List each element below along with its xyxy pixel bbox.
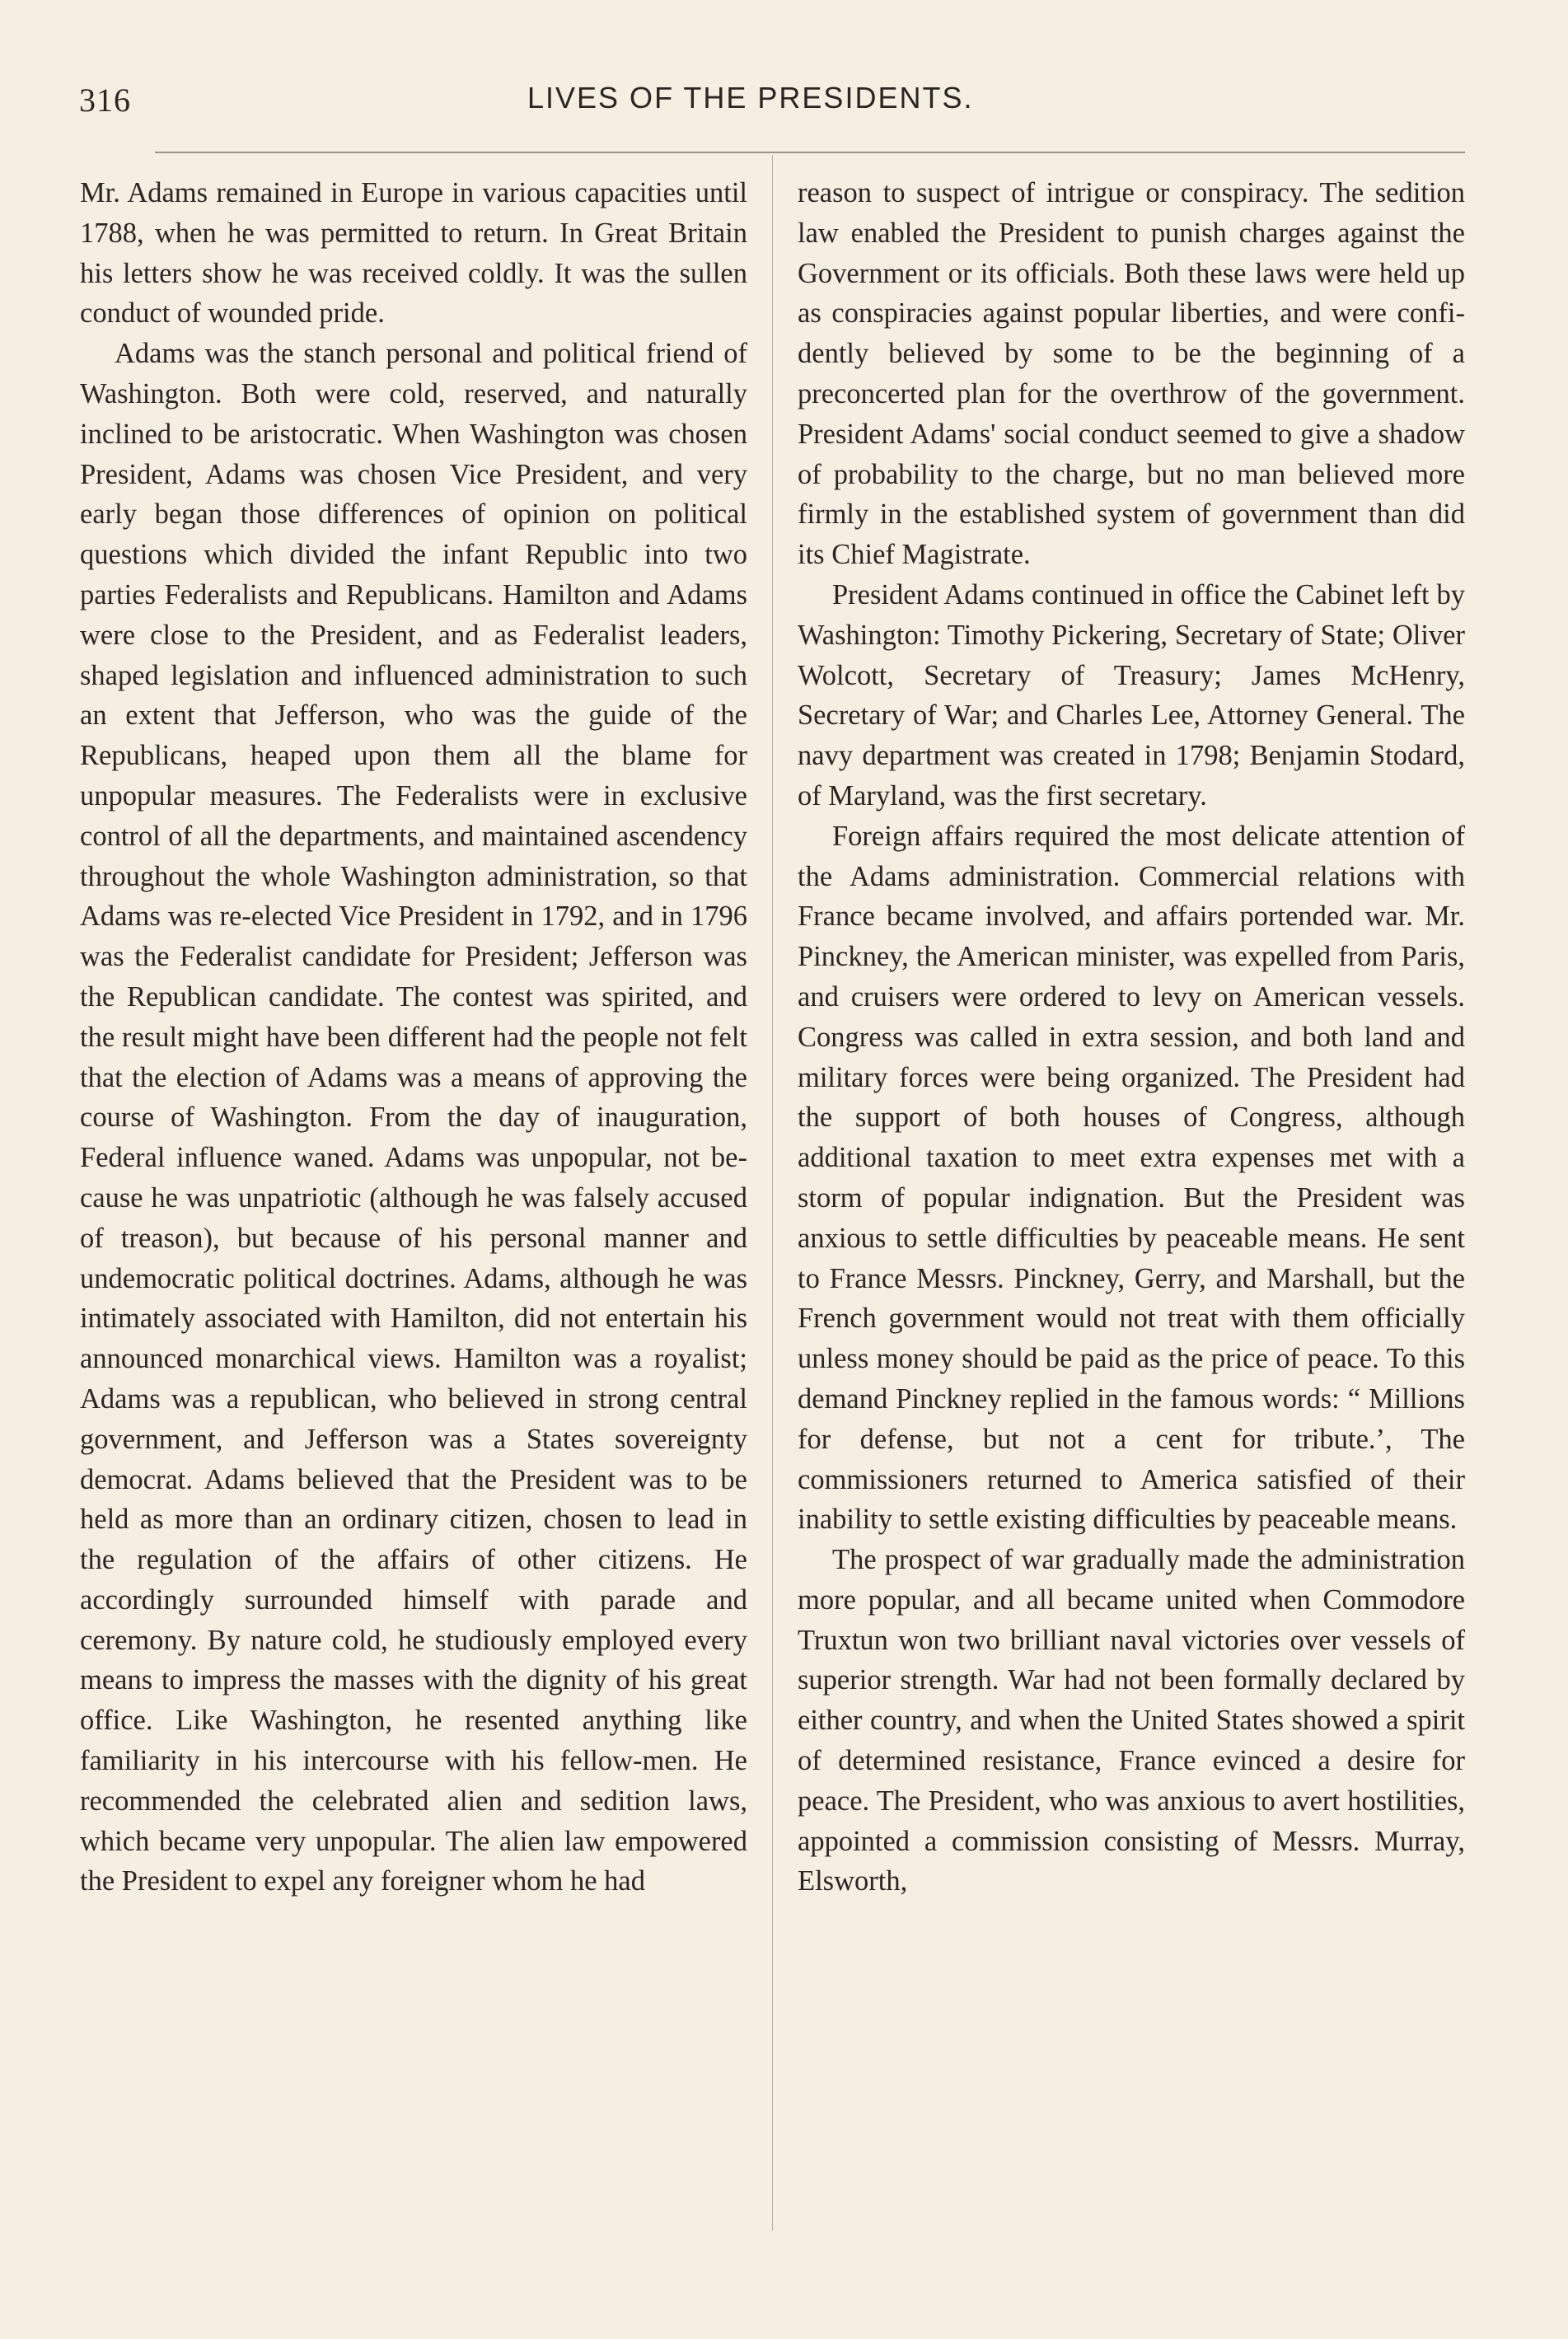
paragraph: Foreign affairs required the most delicate attention of the Adams administration. Commercial relations with France became involved, and affairs portended war. Mr. Pinckney, the American minister, was expelled from Paris, and cruisers were ordered to levy on American vessels. Congress was called in extra session, and both land and military forces were being organized. The President had the support of both houses of Congress, although additional taxation to meet extra expenses met with a storm of popular indignation. But the President was anxious to settle difficulties by peaceable means. He sent to France Messrs. Pinckney, Gerry, and Marshall, but the French government would not treat with them officially unless money should be paid as the price of peace. To this demand Pinckney replied in the famous words: “ Millions for defense, but not a cent for tribute.’, The commissioners returned to America satisfied of their inability to settle existing difficulties by peaceable means. bbox=[798, 820, 1465, 1536]
column-divider bbox=[772, 155, 773, 2231]
page-number: 316 bbox=[79, 82, 131, 119]
paragraph: President Adams continued in office the Cabinet left by Washington: Timothy Pickering, Secretary of State; Oliver Wolcott, Secretary of Treasury; James McHenry, Secretary of War; and Charles Lee, Attorney General. The navy department was created in 1798; Benjamin Stodard, of Maryland, was the first secretary. bbox=[798, 578, 1465, 812]
running-head: LIVES OF THE PRESIDENTS. bbox=[527, 81, 974, 115]
paragraph: Mr. Adams remained in Europe in various capacities until 1788, when he was permitted to return. In Great Britain his letters show he was received coldly. It was the sullen conduct of wounded pride. bbox=[80, 177, 747, 330]
header-rule bbox=[155, 152, 1465, 153]
paragraph: Adams was the stanch personal and political friend of Washington. Both were cold, reserved, and naturally inclined to be aristocratic. When Washington was chosen President, Adams was chosen Vice President, and very early began those differences of opinion on political questions which divided the infant Republic into two parties Federalists and Republicans. Hamilton and Adams were close to the President, and as Federalist leaders, shaped legislation and influenced administration to such an extent that Jefferson, who was the guide of the Republicans, heaped upon them all the blame for unpopular measures. The Federalists were in exclusive control of all the departments, and maintained ascendency throughout the whole Washington administration, so that Adams was re-elected Vice President in 1792, and in 1796 was the Federalist candidate for President; Jefferson was the Republican candidate. The contest was spirited, and the result might have been different had the people not felt that the election of Adams was a means of approving the course of Washington. From the day of inauguration, Federal influence waned. Adams was unpopular, not because he was unpatriotic (although he was falsely accused of treason), but because of his personal manner and undemocratic political doctrines. Adams, although he was intimately associated with Hamilton, did not entertain his announced monarchical views. Hamilton was a royalist; Adams was a republican, who believed in strong central government, and Jefferson was a States sovereignty democrat. Adams believed that the President was to be held as more than an ordinary citizen, chosen to lead in the regulation of the affairs of other citizens. He accordingly surrounded himself with parade and ceremony. By nature cold, he studiously employed every means to impress the masses with the dignity of his great office. Like Washington, he resented anything like familiarity in his intercourse with his fellow-men. He recommended the celebrated alien and sedition laws, which became very unpopular. The alien law empowered the President to expel any foreigner whom he had bbox=[80, 338, 747, 1897]
paragraph: reason to suspect of intrigue or conspiracy. The sedition law enabled the President to punish charges against the Government or its officials. Both these laws were held up as conspiracies against popular liberties, and were confidently believed by some to be the beginning of a preconcerted plan for the overthrow of the government. President Adams' social conduct seemed to give a shadow of probability to the charge, but no man believed more firmly in the established system of government than did its Chief Magistrate. bbox=[798, 177, 1465, 571]
page-header bbox=[0, 81, 1568, 130]
right-column bbox=[798, 173, 1465, 1902]
left-column bbox=[80, 173, 747, 1902]
paragraph: The prospect of war gradually made the administration more popular, and all became united when Commodore Truxtun won two brilliant naval victories over vessels of superior strength. War had not been formally declared by either country, and when the United States showed a spirit of determined resistance, France evinced a desire for peace. The President, who was anxious to avert hostilities, appointed a commission consisting of Messrs. Murray, Elsworth, bbox=[798, 1544, 1465, 1897]
